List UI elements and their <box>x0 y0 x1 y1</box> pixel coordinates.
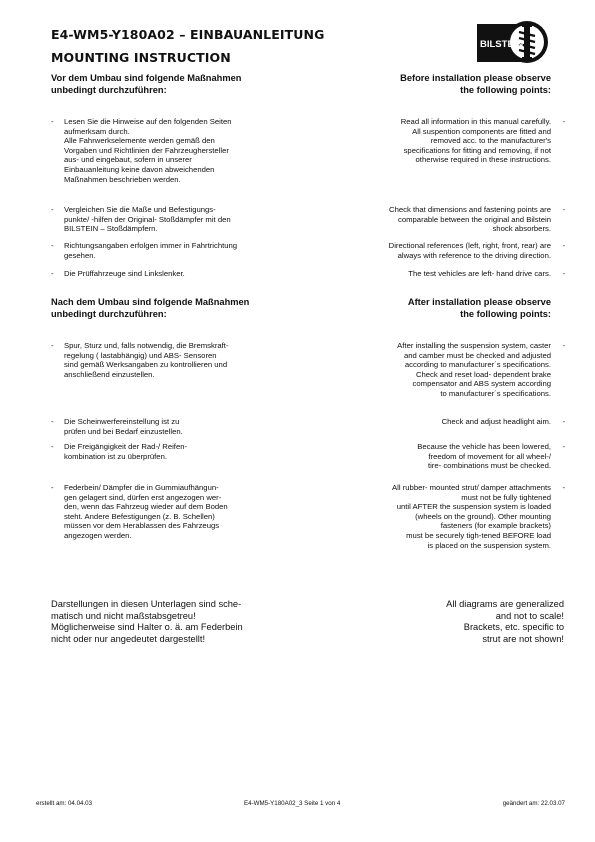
list-item: Because the vehicle has been lowered, freedom of movement for all wheel-/ tire- combinations must be checked. - <box>417 442 565 471</box>
list-item: - Lesen Sie die Hinweise auf den folgenden Seiten aufmerksam durch. Alle Fahrwerkselemente werden gemäß den Vorgaben und Richtlinien der Fahrzeughersteller aus- und eingebaut, sofern in unserer Einbauanleitung keine davon abweichenden Maßnahmen beschrieben werden. <box>51 117 232 184</box>
list-item: Check that dimensions and fastening points are comparable between the original and Bilstein shock absorbers. - <box>389 205 565 234</box>
list-item: - Richtungsangaben erfolgen immer in Fahrtrichtung gesehen. <box>51 241 238 260</box>
bullet-dash: - <box>51 442 54 451</box>
after-list-en <box>325 341 565 571</box>
after-heading-de: Nach dem Umbau sind folgende Maßnahmen unbedingt durchzuführen: <box>51 297 250 319</box>
before-heading-en: Before installation please observe the following points: <box>400 73 551 95</box>
bullet-dash: - <box>562 117 565 126</box>
before-list-en <box>325 117 565 287</box>
document-subtitle: MOUNTING INSTRUCTION <box>51 50 231 65</box>
bilstein-logo <box>477 20 551 66</box>
bullet-dash: - <box>51 241 54 250</box>
bullet-dash: - <box>562 205 565 214</box>
note-de: Darstellungen in diesen Unterlagen sind sche- matisch und nicht maßstabsgetreu! Möglicherweise sind Halter o. ä. am Federbein nicht oder nur angedeutet dargestellt! <box>51 599 243 644</box>
list-item: - Die Freigängigkeit der Rad-/ Reifen- kombination ist zu überprüfen. <box>51 442 188 461</box>
bullet-dash: - <box>562 241 565 250</box>
list-item: All rubber- mounted strut/ damper attachments must not be fully tightened until AFTER the suspension system is loaded (wheels on the ground). Other mounting fasteners (for example brackets) must be securely tigh-tened BEFORE load is placed on the suspension system. - <box>392 483 565 550</box>
svg-text:BILSTEIN: BILSTEIN <box>480 39 524 50</box>
list-item: After installing the suspension system, caster and camber must be checked and adjusted according to manufacturer´s specifications. Check and reset load- dependent brake compensator and ABS system according to manufacturer´s specifications. - <box>397 341 565 398</box>
list-item: - Spur, Sturz und, falls notwendig, die Bremskraft- regelung ( lastabhängig) und ABS- Sensoren sind gemäß Werksangaben zu kontrollieren und anschließend einzustellen. <box>51 341 229 379</box>
bullet-dash: - <box>51 417 54 426</box>
bullet-dash: - <box>562 483 565 492</box>
bullet-dash: - <box>562 269 565 278</box>
after-heading-en: After installation please observe the following points: <box>407 297 551 319</box>
list-item: Directional references (left, right, front, rear) are always with reference to the driving direction. - <box>388 241 565 260</box>
footer-changed: geändert am: 22.03.07 <box>502 800 565 807</box>
list-item: - Die Scheinwerfereinstellung ist zu prüfen und bei Bedarf einzustellen. <box>51 417 183 436</box>
bullet-dash: - <box>51 341 54 350</box>
list-item: - Die Prüffahrzeuge sind Linkslenker. <box>51 269 185 278</box>
footer-created: erstellt am: 04.04.03 <box>36 800 93 807</box>
footer-docref: E4-WM5-Y180A02_3 Seite 1 von 4 <box>244 800 341 807</box>
bullet-dash: - <box>51 269 54 278</box>
after-list-de <box>51 341 326 571</box>
bullet-dash: - <box>51 205 54 214</box>
list-item: The test vehicles are left- hand drive cars. - <box>408 269 565 278</box>
document-title: E4-WM5-Y180A02 – EINBAUANLEITUNG <box>51 27 325 42</box>
bullet-dash: - <box>562 442 565 451</box>
bullet-dash: - <box>562 417 565 426</box>
before-list-de <box>51 117 326 287</box>
list-item: - Federbein/ Dämpfer die in Gummiaufhängun- gen gelagert sind, dürfen erst angezogen wer- den, wenn das Fahrzeug wieder auf dem Boden steht. Andere Befestigungen (z. B. Schellen) müssen vor dem Herablassen des Fahrzeugs angezogen werden. <box>51 483 228 540</box>
list-item: Check and adjust headlight aim. - <box>441 417 565 426</box>
bullet-dash: - <box>562 341 565 350</box>
bullet-dash: - <box>51 117 54 126</box>
note-en: All diagrams are generalized and not to scale! Brackets, etc. specific to strut are not shown! <box>446 599 564 644</box>
before-heading-de: Vor dem Umbau sind folgende Maßnahmen unbedingt durchzuführen: <box>51 73 242 95</box>
list-item: - Vergleichen Sie die Maße und Befestigungs- punkte/ -hilfen der Original- Stoßdämpfer mit den BILSTEIN – Stoßdämpfern. <box>51 205 231 234</box>
bullet-dash: - <box>51 483 54 492</box>
list-item: Read all information in this manual carefully. All suspention components are fitted and removed acc. to the manufacturer's specifications for fitting and removing, if not otherwise required in these instructions. - <box>400 117 565 165</box>
